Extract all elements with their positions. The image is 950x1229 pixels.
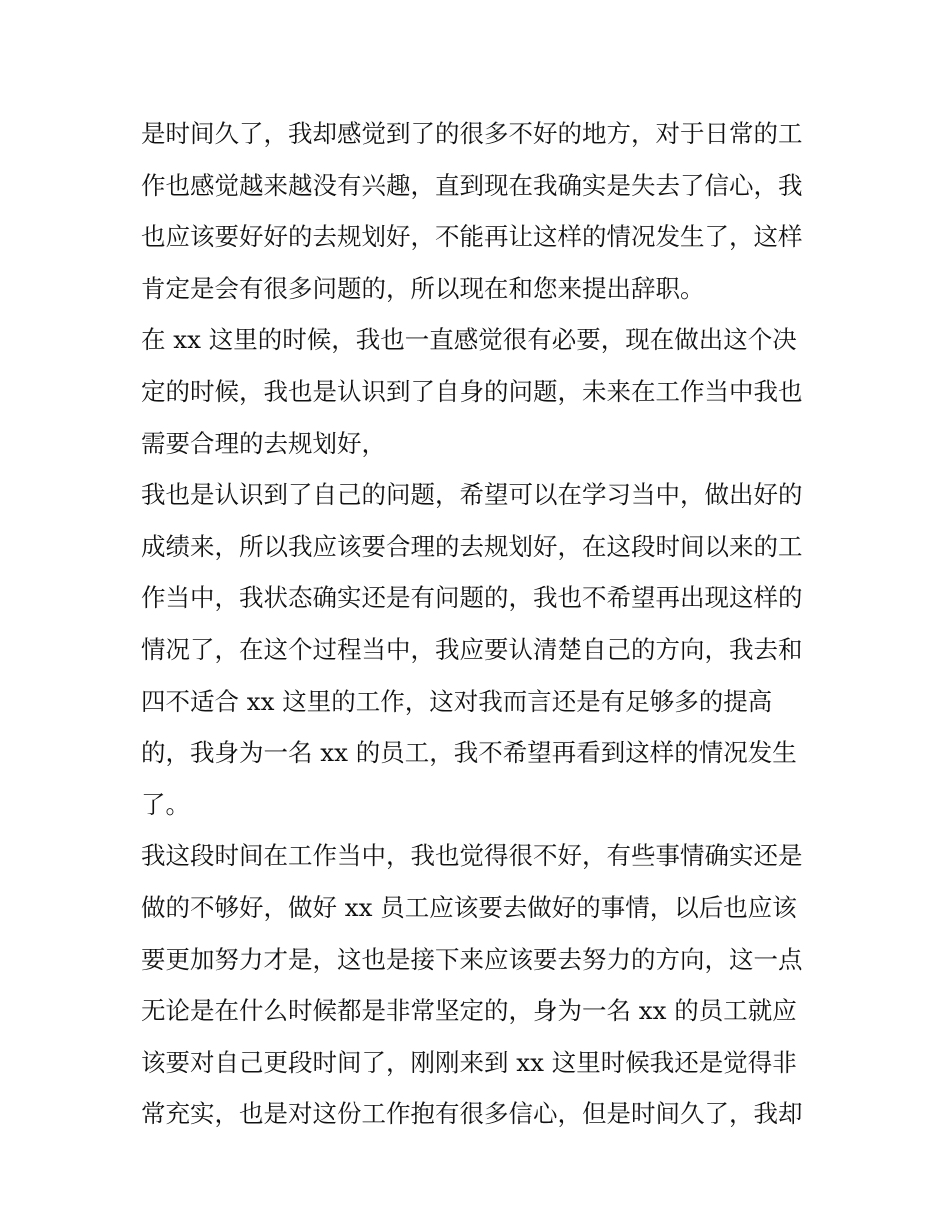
text-line: 在 xx 这里的时候，我也一直感觉很有必要，现在做出这个决: [141, 325, 797, 355]
text-line: 我这段时间在工作当中，我也觉得很不好，有些事情确实还是: [141, 841, 803, 871]
text-line: 四不适合 xx 这里的工作，这对我而言还是有足够多的提高: [141, 686, 773, 716]
text-line: 了。: [141, 789, 190, 819]
text-line: 肯定是会有很多问题的，所以现在和您来提出辞职。: [141, 273, 705, 303]
text-line: 无论是在什么时候都是非常坚定的，身为一名 xx 的员工就应: [141, 996, 797, 1026]
text-line: 也应该要好好的去规划好，不能再让这样的情况发生了，这样: [141, 222, 803, 252]
text-line: 做的不够好，做好 xx 员工应该要去做好的事情，以后也应该: [141, 892, 797, 922]
text-line: 该要对自己更段时间了，刚刚来到 xx 这里时候我还是觉得非: [141, 1047, 797, 1077]
text-line: 情况了，在这个过程当中，我应要认清楚自己的方向，我去和: [141, 634, 803, 664]
text-line: 要更加努力才是，这也是接下来应该要去努力的方向，这一点: [141, 944, 803, 974]
text-line: 我也是认识到了自己的问题，希望可以在学习当中，做出好的: [141, 480, 803, 510]
text-line: 是时间久了，我却感觉到了的很多不好的地方，对于日常的工: [141, 119, 803, 148]
text-line: 成绩来，所以我应该要合理的去规划好，在这段时间以来的工: [141, 531, 803, 561]
document-body: [141, 108, 821, 1140]
text-line: 作当中，我状态确实还是有问题的，我也不希望再出现这样的: [141, 583, 803, 613]
text-line: 作也感觉越来越没有兴趣，直到现在我确实是失去了信心，我: [141, 170, 803, 200]
text-line: 需要合理的去规划好，: [141, 428, 386, 458]
text-line: 定的时候，我也是认识到了自身的问题，未来在工作当中我也: [141, 376, 803, 406]
text-line: 的，我身为一名 xx 的员工，我不希望再看到这样的情况发生: [141, 738, 797, 768]
text-line: 常充实，也是对这份工作抱有很多信心，但是时间久了，我却: [141, 1099, 803, 1129]
